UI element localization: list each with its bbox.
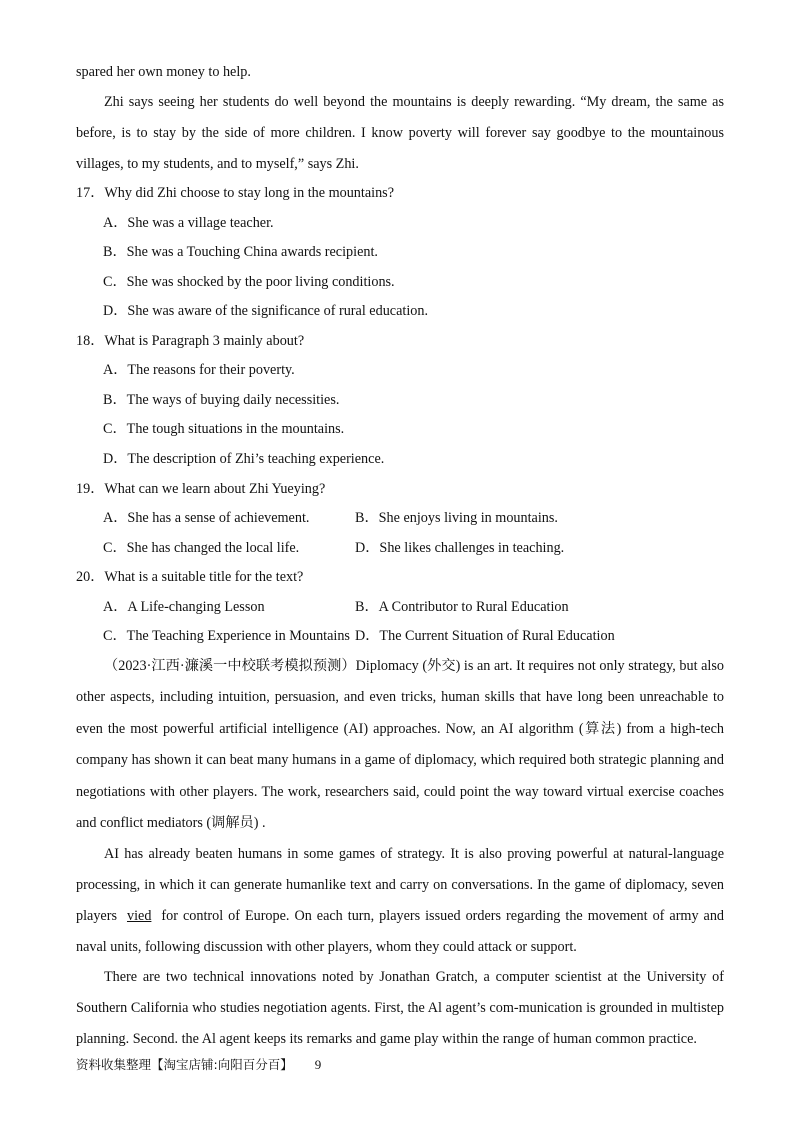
underlined-word: vied [126, 908, 152, 924]
passage-line: planning. Second. the Al agent keeps its remarks and game play within the range of human common practice. [76, 1031, 697, 1047]
passage-line: negotiations with other players. The work, researchers said, could point the way toward virtual exercise coaches [76, 784, 724, 800]
passage-line: processing, in which it can generate humanlike text and carry on conversations. In the game of diplomacy, seven [76, 877, 724, 893]
question-17-option-d: D．She was aware of the significance of rural education. [103, 303, 429, 319]
passage-line: There are two technical innovations noted by Jonathan Gratch, a computer scientist at the University of [104, 969, 724, 985]
question-19-option-c: C．She has changed the local life. [103, 540, 300, 556]
question-20-option-a: A．A Life-changing Lesson [103, 599, 265, 615]
question-18-option-c: C．The tough situations in the mountains. [103, 421, 345, 437]
passage-line-with-underlined-word [76, 907, 724, 925]
question-20-option-c: C．The Teaching Experience in Mountains [103, 628, 350, 644]
passage-line: spared her own money to help. [76, 64, 251, 80]
passage-line: and conflict mediators (调解员) . [76, 815, 266, 831]
question-20-option-b: B．A Contributor to Rural Education [355, 599, 569, 615]
passage-line: before, is to stay by the side of more children. I know poverty will forever say goodbye to the mountainous [76, 125, 724, 141]
passage-text: players [76, 908, 117, 924]
passage-line: Zhi says seeing her students do well beyond the mountains is deeply rewarding. “My dream, the same as [104, 94, 724, 110]
passage-text: for control of Europe. On each turn, players issued orders regarding the movement of army and [161, 908, 725, 924]
page-number: 9 [314, 1057, 322, 1072]
question-17-option-b: B．She was a Touching China awards recipient. [103, 244, 378, 260]
page-footer [76, 1055, 321, 1073]
passage-line: AI has already beaten humans in some games of strategy. It is also proving powerful at natural-language [104, 846, 724, 862]
question-18-option-d: D．The description of Zhi’s teaching experience. [103, 451, 385, 467]
question-20-stem: 20．What is a suitable title for the text? [76, 569, 304, 585]
question-18-option-b: B．The ways of buying daily necessities. [103, 392, 340, 408]
passage-line: Southern California who studies negotiation agents. First, the Al agent’s com-munication is grounded in multistep [76, 1000, 724, 1016]
question-17-stem: 17．Why did Zhi choose to stay long in the mountains? [76, 185, 394, 201]
passage-line: （2023·江西·濂溪一中校联考模拟预测）Diplomacy (外交) is an art. It requires not only strategy, but also [104, 658, 724, 674]
question-20-option-d: D．The Current Situation of Rural Education [355, 628, 615, 644]
passage-line: villages, to my students, and to myself,” says Zhi. [76, 156, 359, 172]
footer-source: 资料收集整理【淘宝店铺:向阳百分百】 [76, 1057, 293, 1072]
passage-line: company has shown it can beat many humans in a game of diplomacy, which required both strategic planning and [76, 752, 724, 768]
passage-line: naval units, following discussion with other players, whom they could attack or support. [76, 939, 577, 955]
question-17-option-c: C．She was shocked by the poor living conditions. [103, 274, 395, 290]
question-19-option-a: A．She has a sense of achievement. [103, 510, 310, 526]
question-18-option-a: A．The reasons for their poverty. [103, 362, 295, 378]
passage-line: even the most powerful artificial intelligence (AI) approaches. Now, an AI algorithm (算法) from a high-tech [76, 721, 724, 737]
question-19-stem: 19．What can we learn about Zhi Yueying? [76, 481, 326, 497]
question-19-option-d: D．She likes challenges in teaching. [355, 540, 565, 556]
question-17-option-a: A．She was a village teacher. [103, 215, 274, 231]
passage-line: other aspects, including intuition, persuasion, and even tricks, human skills that have long been unreachable to [76, 689, 724, 705]
question-19-option-b: B．She enjoys living in mountains. [355, 510, 558, 526]
question-18-stem: 18．What is Paragraph 3 mainly about? [76, 333, 305, 349]
